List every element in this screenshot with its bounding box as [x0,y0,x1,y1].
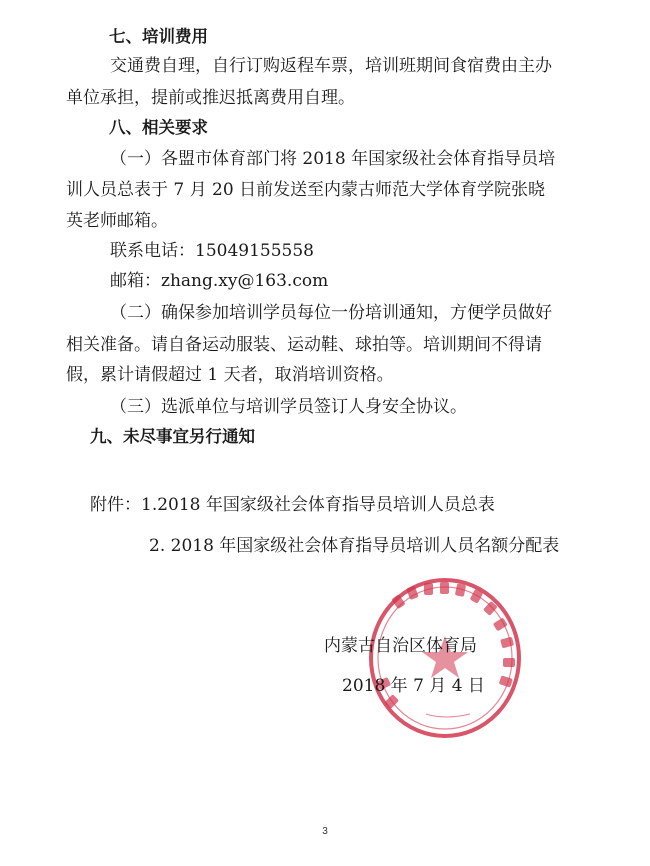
section-8-item-1-line-3: 英老师邮箱。 [66,211,168,231]
section-8-item-1-line-2: 训人员总表于 7 月 20 日前发送至内蒙古师范大学体育学院张晓 [66,180,546,200]
signature-organization: 内蒙古自治区体育局 [324,636,477,656]
section-7-heading: 七、培训费用 [109,27,208,46]
section-8-item-1-line-1: （一）各盟市体育部门将 2018 年国家级社会体育指导员培 [110,149,556,169]
attachment-1: 附件：1.2018 年国家级社会体育指导员培训人员总表 [90,495,495,515]
section-7-line-2: 单位承担，提前或推迟抵离费用自理。 [66,88,355,108]
contact-email: 邮箱：zhang.xy@163.com [110,271,329,291]
section-8-heading: 八、相关要求 [109,118,208,137]
section-9-heading: 九、未尽事宜另行通知 [90,427,255,446]
signature-date: 2018 年 7 月 4 日 [342,676,485,696]
official-seal-stamp [366,574,524,742]
section-8-item-2-line-1: （二）确保参加培训学员每位一份培训通知，方便学员做好 [110,303,552,323]
section-8-item-3: （三）选派单位与培训学员签订人身安全协议。 [110,397,467,417]
contact-phone: 联系电话：15049155558 [110,241,314,261]
attachment-2: 2. 2018 年国家级社会体育指导员培训人员名额分配表 [149,536,560,556]
section-8-item-2-line-2: 相关准备。请自备运动服装、运动鞋、球拍等。培训期间不得请 [66,335,542,355]
section-7-line-1: 交通费自理，自行订购返程车票，培训班期间食宿费由主办 [110,56,552,76]
section-8-item-2-line-3: 假，累计请假超过 1 天者，取消培训资格。 [66,365,394,385]
page-number: 3 [322,826,328,837]
